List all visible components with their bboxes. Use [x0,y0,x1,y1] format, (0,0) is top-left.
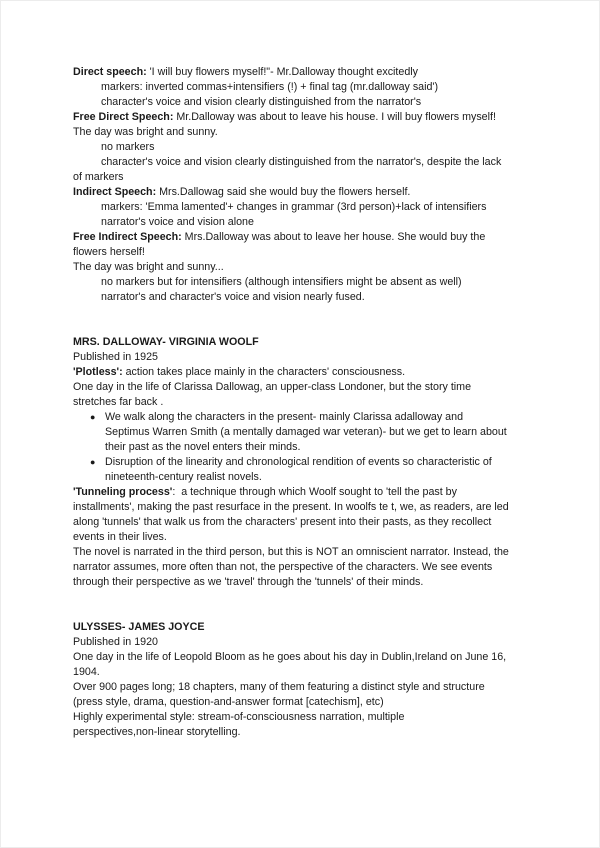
body-text: markers: 'Emma lamented'+ changes in grammar (3rd person)+lack of intensifiers [101,201,487,213]
body-text: Mrs.Dalloway was about to leave her house. She would buy the [181,231,486,243]
text-line [73,200,527,215]
body-text: installments', making the past resurface in the present. In woolfs te t, we, as readers, are led [73,501,509,513]
text-line [73,170,527,185]
bullet-line [73,455,527,470]
body-text: Highly experimental style: stream-of-consciousness narration, multiple [73,711,405,723]
bold-text: Free Direct Speech: [73,111,174,123]
text-line [73,350,527,365]
text-line [73,65,527,80]
body-text: narrator's and character's voice and vision nearly fused. [101,291,365,303]
text-line [73,185,527,200]
bullet-icon: ● [90,412,96,422]
blank-line [73,605,527,620]
text-line [73,635,527,650]
text-line [73,260,527,275]
bold-text: Free Indirect Speech: [73,231,182,243]
body-text: Over 900 pages long; 18 chapters, many of them featuring a distinct style and structure [73,681,485,693]
text-line [73,470,527,485]
body-text: One day in the life of Leopold Bloom as he goes about his day in Dublin,Ireland on June 16, [73,651,507,663]
body-text: 1904. [73,666,100,678]
body-text: narrator assumes, more often than not, the perspective of the characters. We see events [73,561,493,573]
body-text: The day was bright and sunny. [73,126,218,138]
text-line [73,110,527,125]
body-text: narrator's voice and vision alone [101,216,254,228]
text-line [73,725,527,740]
text-line [73,275,527,290]
bullet-line [73,410,527,425]
text-line [73,335,527,350]
body-text: One day in the life of Clarissa Dallowag, an upper-class Londoner, but the story time [73,381,472,393]
text-line [73,515,527,530]
body-text: nineteenth-century realist novels. [105,471,262,483]
document-body [73,65,527,740]
text-line [73,575,527,590]
body-text: events in their lives. [73,531,167,543]
body-text: markers: inverted commas+intensifiers (!) + final tag (mr.dalloway said') [101,81,439,93]
body-text: character's voice and vision clearly distinguished from the narrator's, despite the lack [101,156,502,168]
body-text: (press style, drama, question-and-answer format [catechism], etc) [73,696,384,708]
text-line [73,440,527,455]
body-text: no markers but for intensifiers (although intensifiers might be absent as well) [101,276,462,288]
text-line [73,95,527,110]
body-text: Mrs.Dallowag said she would buy the flowers herself. [156,186,411,198]
bold-text: Direct speech: [73,66,147,78]
text-line [73,695,527,710]
body-text: perspectives,non-linear storytelling. [73,726,241,738]
body-text: action takes place mainly in the characters' consciousness. [122,366,406,378]
body-text: their past as the novel enters their minds. [105,441,301,453]
text-line [73,650,527,665]
text-line [73,290,527,305]
text-line [73,140,527,155]
bold-text: MRS. DALLOWAY- VIRGINIA WOOLF [73,336,259,348]
body-text: Septimus Warren Smith (a mentally damaged war veteran)- but we get to learn about [105,426,507,438]
text-line [73,215,527,230]
text-line [73,155,527,170]
text-line [73,395,527,410]
text-line [73,710,527,725]
text-line [73,380,527,395]
body-text: through their perspective as we 'travel' through the 'tunnels' of their minds. [73,576,424,588]
text-line [73,80,527,95]
bold-text: 'Plotless': [73,366,123,378]
body-text: flowers herself! [73,246,145,258]
text-line [73,620,527,635]
body-text: no markers [101,141,155,153]
bullet-icon: ● [90,457,96,467]
text-line [73,560,527,575]
text-line [73,545,527,560]
text-line [73,245,527,260]
body-text: 'I will buy flowers myself!"- Mr.Dalloway thought excitedly [146,66,418,78]
body-text: The day was bright and sunny... [73,261,224,273]
bold-text: 'Tunneling process' [73,486,173,498]
text-line [73,365,527,380]
body-text: Disruption of the linearity and chronological rendition of events so characteristic of [105,456,492,468]
body-text: We walk along the characters in the present- mainly Clarissa adalloway and [105,411,464,423]
body-text: : a technique through which Woolf sought to 'tell the past by [172,486,457,498]
blank-line [73,320,527,335]
bold-text: Indirect Speech: [73,186,157,198]
body-text: Published in 1925 [73,351,158,363]
text-line [73,500,527,515]
blank-line [73,590,527,605]
text-line [73,125,527,140]
blank-line [73,305,527,320]
text-line [73,680,527,695]
body-text: character's voice and vision clearly distinguished from the narrator's [101,96,422,108]
body-text: Published in 1920 [73,636,158,648]
text-line [73,530,527,545]
text-line [73,485,527,500]
text-line [73,425,527,440]
body-text: The novel is narrated in the third person, but this is NOT an omniscient narrator. Instead, the [73,546,509,558]
body-text: of markers [73,171,124,183]
text-line [73,665,527,680]
bold-text: ULYSSES- JAMES JOYCE [73,621,205,633]
body-text: Mr.Dalloway was about to leave his house. I will buy flowers myself! [173,111,496,123]
text-line [73,230,527,245]
body-text: along 'tunnels' that walk us from the characters' present into their pasts, as they recollect [73,516,492,528]
body-text: stretches far back . [73,396,164,408]
